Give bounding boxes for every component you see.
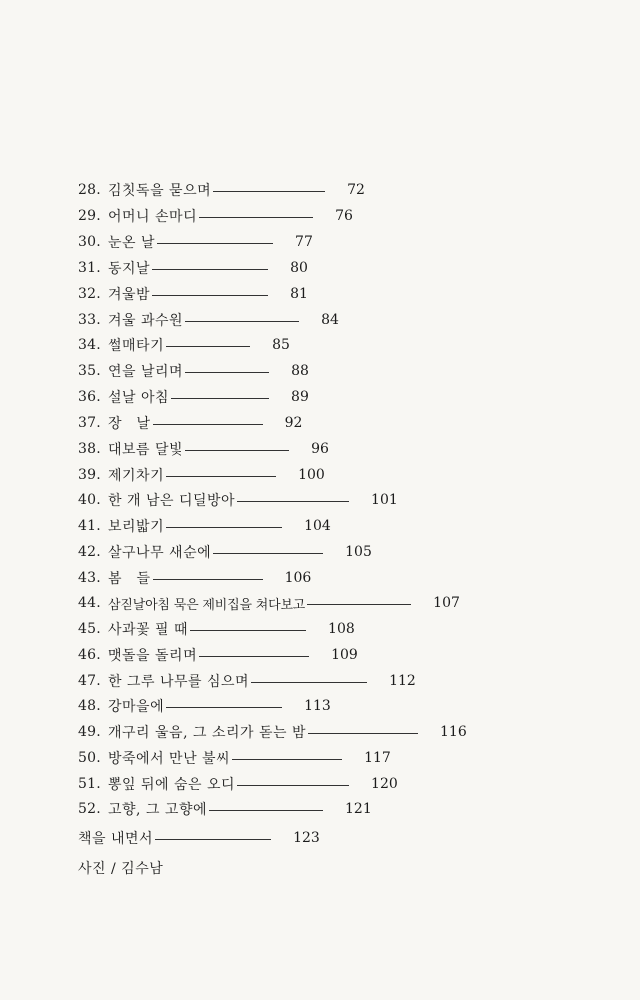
entry-title: 연을 날리며: [108, 364, 184, 380]
entry-page: 88: [291, 363, 309, 379]
entry-page: 116: [440, 724, 467, 740]
leader-line: [185, 372, 269, 373]
entry-number: 40.: [78, 492, 101, 508]
toc-entry: [78, 204, 353, 228]
entry-number: 29.: [78, 208, 101, 224]
toc-entry: [78, 463, 325, 487]
entry-title: 봄 들: [108, 571, 151, 587]
leader-line: [152, 295, 268, 296]
leader-line: [251, 682, 367, 683]
entry-title: 살구나무 새순에: [108, 545, 212, 561]
entry-title: 고향, 그 고향에: [108, 802, 207, 818]
entry-page: 76: [335, 208, 353, 224]
entry-title: 방죽에서 만난 불씨: [108, 751, 231, 767]
entry-number: 28.: [78, 182, 101, 198]
entry-page: 80: [290, 260, 308, 276]
toc-entry: [78, 359, 309, 383]
entry-page: 101: [371, 492, 398, 508]
entry-number: 30.: [78, 234, 101, 250]
entry-page: 81: [290, 286, 308, 302]
leader-line: [199, 217, 313, 218]
entry-title: 한 개 남은 디딜방아: [108, 493, 236, 509]
toc-entry: [78, 746, 391, 770]
toc-entry: [78, 437, 329, 461]
toc-entry: [78, 230, 313, 254]
entry-title: 책을 내면서: [78, 831, 154, 847]
entry-page: 96: [311, 441, 329, 457]
entry-number: 39.: [78, 467, 101, 483]
toc-entry: [78, 308, 339, 332]
leader-line: [237, 501, 349, 502]
entry-page: 108: [328, 621, 355, 637]
entry-number: 45.: [78, 621, 101, 637]
entry-page: 100: [298, 467, 325, 483]
leader-line: [166, 346, 250, 347]
entry-page: 85: [272, 337, 290, 353]
entry-number: 34.: [78, 337, 101, 353]
leader-line: [213, 553, 323, 554]
afterword-entry: [78, 826, 320, 850]
entry-title: 보리밟기: [108, 519, 165, 535]
entry-number: 36.: [78, 389, 101, 405]
toc-entry: [78, 256, 308, 280]
toc-entry: [78, 178, 365, 202]
entry-page: 113: [304, 698, 331, 714]
toc-entry: [78, 411, 302, 435]
entry-title: 동지날: [108, 261, 151, 277]
leader-line: [166, 707, 282, 708]
toc-entry: [78, 720, 467, 744]
leader-line: [166, 527, 282, 528]
toc-entry: [78, 694, 331, 718]
entry-title: 겨울 과수원: [108, 313, 184, 329]
entry-page: 105: [345, 544, 372, 560]
toc-entry: [78, 643, 358, 667]
toc-entry: [78, 333, 290, 357]
entry-number: 38.: [78, 441, 101, 457]
entry-page: 120: [371, 776, 398, 792]
entry-page: 109: [331, 647, 358, 663]
entry-page: 107: [433, 595, 460, 611]
toc-entry: [78, 617, 355, 641]
toc-entry: [78, 772, 398, 796]
entry-title: 겨울밤: [108, 287, 151, 303]
entry-number: 47.: [78, 673, 101, 689]
entry-title: 강마을에: [108, 699, 165, 715]
entry-title: 썰매타기: [108, 338, 165, 354]
entry-number: 35.: [78, 363, 101, 379]
entry-number: 51.: [78, 776, 101, 792]
entry-page: 72: [347, 182, 365, 198]
entry-number: 42.: [78, 544, 101, 560]
entry-page: 77: [295, 234, 313, 250]
leader-line: [155, 839, 271, 840]
entry-page: 106: [284, 570, 312, 586]
entry-title: 눈온 날: [108, 235, 156, 251]
leader-line: [185, 450, 289, 451]
leader-line: [209, 810, 323, 811]
entry-title: 설날 아침: [108, 390, 170, 406]
toc-entry: [78, 669, 416, 693]
toc-entry: [78, 566, 311, 590]
entry-number: 48.: [78, 698, 101, 714]
toc-entry: [78, 282, 308, 306]
entry-title: 어머니 손마디: [108, 209, 198, 225]
entry-number: 44.: [78, 595, 101, 611]
entry-number: 32.: [78, 286, 101, 302]
leader-line: [232, 759, 342, 760]
leader-line: [157, 243, 273, 244]
entry-page: 117: [364, 750, 391, 766]
toc-entry: [78, 797, 372, 821]
entry-title: 사과꽃 필 때: [108, 622, 189, 638]
leader-line: [152, 269, 268, 270]
leader-line: [237, 785, 349, 786]
leader-line: [185, 321, 299, 322]
entry-page: 84: [321, 312, 339, 328]
entry-title: 대보름 달빛: [108, 442, 184, 458]
leader-line: [153, 424, 263, 425]
entry-title: 뽕잎 뒤에 숨은 오디: [108, 777, 236, 793]
leader-line: [166, 476, 276, 477]
entry-page: 89: [291, 389, 309, 405]
toc-entry: [78, 488, 398, 512]
entry-number: 50.: [78, 750, 101, 766]
entry-title: 장 날: [108, 416, 151, 432]
entry-title: 김칫독을 묻으며: [108, 183, 212, 199]
entry-page: 123: [293, 830, 320, 846]
entry-title: 삼짇날아침 묵은 제비집을 쳐다보고: [108, 597, 306, 613]
entry-title: 한 그루 나무를 심으며: [108, 674, 250, 690]
toc-entry: [78, 540, 372, 564]
entry-title: 맷돌을 돌리며: [108, 648, 198, 664]
entry-number: 52.: [78, 801, 101, 817]
entry-number: 49.: [78, 724, 101, 740]
entry-number: 41.: [78, 518, 101, 534]
leader-line: [307, 604, 411, 605]
photo-credit-text: 사진 / 김수남: [78, 861, 164, 877]
entry-number: 31.: [78, 260, 101, 276]
entry-number: 37.: [78, 415, 101, 431]
leader-line: [171, 398, 269, 399]
entry-title: 개구리 울음, 그 소리가 돋는 밤: [108, 725, 306, 741]
entry-page: 104: [304, 518, 331, 534]
leader-line: [199, 656, 309, 657]
toc-entry: [78, 591, 460, 615]
toc-entry: [78, 514, 331, 538]
photo-credit: [78, 856, 163, 880]
leader-line: [213, 191, 325, 192]
leader-line: [308, 733, 418, 734]
entry-page: 112: [389, 673, 416, 689]
leader-line: [153, 579, 263, 580]
entry-number: 46.: [78, 647, 101, 663]
entry-title: 제기차기: [108, 468, 165, 484]
entry-page: 121: [345, 801, 372, 817]
entry-page: 92: [284, 415, 303, 431]
leader-line: [190, 630, 306, 631]
entry-number: 33.: [78, 312, 101, 328]
entry-number: 43.: [78, 570, 101, 586]
toc-entry: [78, 385, 309, 409]
